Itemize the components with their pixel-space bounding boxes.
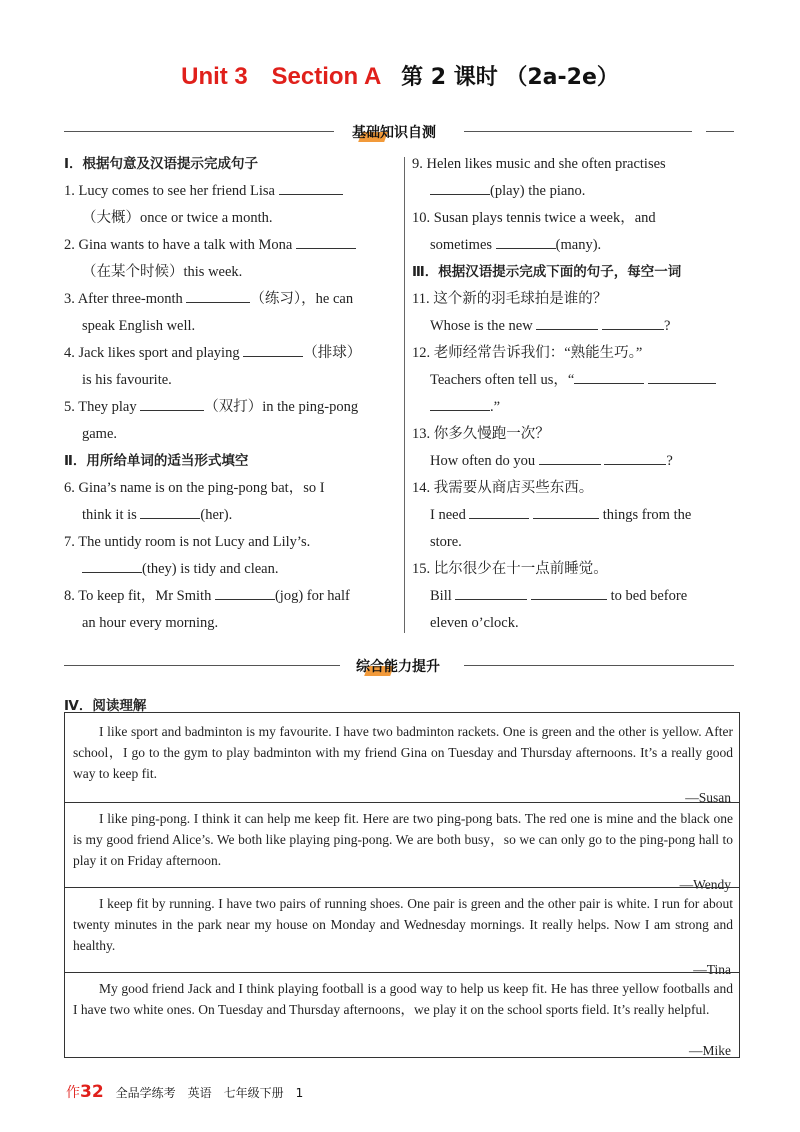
reading-box [64, 712, 740, 1058]
part-ii-heading: Ⅱ．用所给单词的适当形式填空 [64, 453, 249, 469]
page-footer [66, 1082, 303, 1102]
answer-blank[interactable] [574, 369, 644, 384]
part-iii-heading: Ⅲ．根据汉语提示完成下面的句子，每空一词 [412, 264, 682, 280]
q15-cont2: eleven o’clock. [430, 615, 519, 631]
q11-cont: Whose is the new ? [412, 313, 738, 340]
footer-text: 全品学练考 英语 七年级下册 1 [115, 1086, 304, 1100]
panel-separator [65, 972, 739, 973]
right-column [412, 151, 738, 637]
q9-line: 9. Helen likes music and she often practises [412, 156, 666, 172]
answer-blank[interactable] [296, 234, 356, 249]
signature: —Mike [689, 1043, 731, 1058]
part-iv-heading: Ⅳ．阅读理解 [64, 698, 147, 714]
q2-cont: （在某个时候）this week. [82, 264, 243, 280]
answer-blank[interactable] [531, 585, 607, 600]
q3-cont: speak English well. [82, 318, 196, 334]
passage-mike: My good friend Jack and I think playing football is a good way to help us keep fit. He has three yellow footballs and I have two white ones. On Tuesday and Thursday afternoons，we play it on the school sports field. It’s really helpful. —Mike [65, 974, 739, 1020]
signature: —Wendy [679, 877, 731, 892]
column-divider [404, 157, 405, 633]
answer-blank[interactable] [430, 180, 490, 195]
q6-cont: think it is (her). [64, 502, 398, 529]
answer-blank[interactable] [604, 450, 666, 465]
section-divider-advanced [64, 656, 734, 676]
q1-line: 1. Lucy comes to see her friend Lisa [64, 178, 398, 205]
answer-blank[interactable] [82, 558, 142, 573]
q7-cont: (they) is tidy and clean. [64, 556, 398, 583]
part-i-heading: Ⅰ．根据句意及汉语提示完成句子 [64, 156, 259, 172]
section-divider-basic [64, 122, 734, 142]
q10-line: 10. Susan plays tennis twice a week，and [412, 210, 656, 226]
q14-line: 14. 我需要从商店买些东西。 [412, 480, 594, 496]
title-section: Section A [271, 63, 382, 90]
q12-line: 12. 老师经常告诉我们：“熟能生巧。” [412, 345, 643, 361]
answer-blank[interactable] [279, 180, 343, 195]
q6-line: 6. Gina’s name is on the ping-pong bat，so I [64, 480, 325, 496]
q5-line: 5. They play （双打）in the ping-pong [64, 394, 398, 421]
footer-zuo: 作 [66, 1085, 80, 1101]
q14-cont: I need things from the [412, 502, 738, 529]
signature: —Tina [693, 962, 731, 977]
answer-blank[interactable] [539, 450, 601, 465]
answer-blank[interactable] [186, 288, 250, 303]
title-unit: Unit 3 [181, 63, 248, 90]
divider-label: 综合能力提升 [356, 659, 440, 675]
panel-separator [65, 887, 739, 888]
q2-line: 2. Gina wants to have a talk with Mona [64, 232, 398, 259]
answer-blank[interactable] [648, 369, 716, 384]
q12-cont2: .” [412, 394, 738, 421]
answer-blank[interactable] [140, 504, 200, 519]
panel-separator [65, 802, 739, 803]
q15-cont: Bill to bed before [412, 583, 738, 610]
q14-cont2: store. [430, 534, 462, 550]
q12-cont: Teachers often tell us，“ [412, 367, 738, 394]
answer-blank[interactable] [602, 315, 664, 330]
answer-blank[interactable] [536, 315, 598, 330]
divider-label: 基础知识自测 [352, 125, 436, 141]
q3-line: 3. After three-month （练习），he can [64, 286, 398, 313]
left-column [64, 151, 398, 637]
signature: —Susan [685, 790, 731, 805]
q4-cont: is his favourite. [82, 372, 172, 388]
q8-cont: an hour every morning. [82, 615, 219, 631]
page-title [0, 60, 800, 91]
q8-line: 8. To keep fit，Mr Smith (jog) for half [64, 583, 398, 610]
answer-blank[interactable] [533, 504, 599, 519]
q15-line: 15. 比尔很少在十一点前睡觉。 [412, 561, 608, 577]
q9-cont: (play) the piano. [412, 178, 738, 205]
q13-cont: How often do you ? [412, 448, 738, 475]
q11-line: 11. 这个新的羽毛球拍是谁的？ [412, 291, 608, 307]
q10-cont: sometimes (many). [412, 232, 738, 259]
answer-blank[interactable] [469, 504, 529, 519]
q1-cont: （大概）once or twice a month. [82, 210, 273, 226]
q4-line: 4. Jack likes sport and playing （排球） [64, 340, 398, 367]
passage-wendy: I like ping-pong. I think it can help me keep fit. Here are two ping-pong bats. The red one is mine and the black one is my good friend Alice’s. We both like playing ping-pong. We are both busy，so we can only go to the ping-pong hall to play it on Friday afternoon. —Wendy [65, 804, 739, 871]
q5-cont: game. [82, 426, 118, 442]
q7-line: 7. The untidy room is not Lucy and Lily’s. [64, 534, 311, 550]
answer-blank[interactable] [140, 396, 204, 411]
answer-blank[interactable] [496, 234, 556, 249]
passage-tina: I keep fit by running. I have two pairs of running shoes. One pair is green and the other pair is white. I run for about twenty minutes in the park near my house on Monday and Wednesday mornings. It really helps. Now I am strong and healthy. —Tina [65, 889, 739, 956]
page-number: 32 [80, 1082, 104, 1102]
answer-blank[interactable] [243, 342, 303, 357]
q13-line: 13. 你多久慢跑一次？ [412, 426, 550, 442]
answer-blank[interactable] [455, 585, 527, 600]
answer-blank[interactable] [430, 396, 490, 411]
passage-susan: I like sport and badminton is my favourite. I have two badminton rackets. One is green and the other is yellow. After school，I go to the gym to play badminton with my friend Gina on Tuesday and Thursday afternoons. It’s a really good way to keep fit. —Susan [65, 717, 739, 784]
title-lesson: 第 2 课时 （2a-2e） [401, 65, 619, 90]
answer-blank[interactable] [215, 585, 275, 600]
